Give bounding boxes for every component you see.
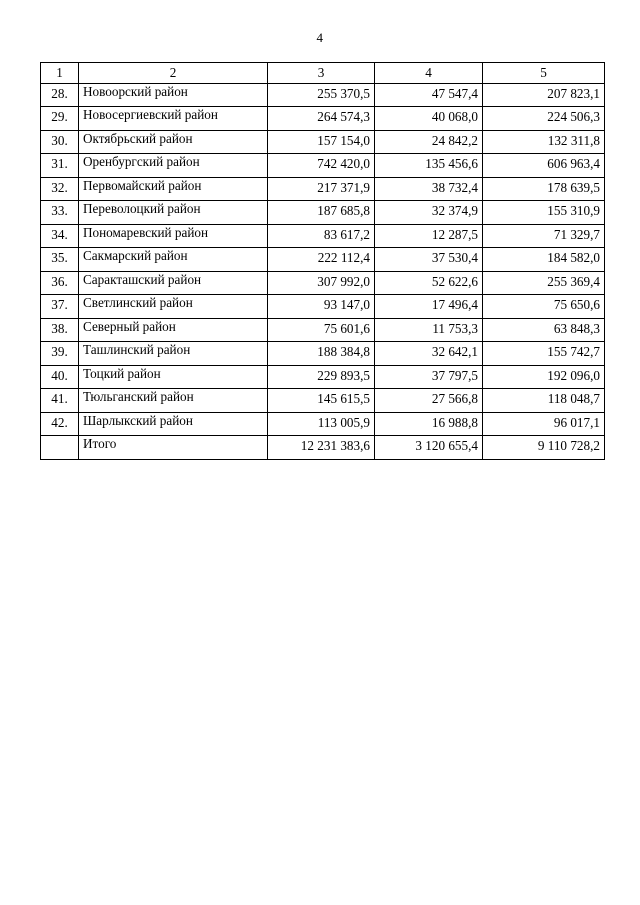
column-3-value-cell: 145 615,5 <box>268 389 375 413</box>
column-5-value-cell: 118 048,7 <box>483 389 605 413</box>
column-3-value-cell: 93 147,0 <box>268 295 375 319</box>
district-name-cell: Октябрьский район <box>79 130 268 154</box>
district-name-cell: Новосергиевский район <box>79 107 268 131</box>
table-row <box>41 295 605 319</box>
district-name-cell: Итого <box>79 436 268 460</box>
column-5-value-cell: 184 582,0 <box>483 248 605 272</box>
table-row <box>41 177 605 201</box>
column-4-value-cell: 11 753,3 <box>375 318 483 342</box>
header-cell-4: 4 <box>375 63 483 84</box>
row-number-cell: 39. <box>41 342 79 366</box>
district-name-cell: Оренбургский район <box>79 154 268 178</box>
column-3-value-cell: 222 112,4 <box>268 248 375 272</box>
column-4-value-cell: 37 797,5 <box>375 365 483 389</box>
table-row <box>41 271 605 295</box>
column-3-value-cell: 75 601,6 <box>268 318 375 342</box>
column-5-value-cell: 224 506,3 <box>483 107 605 131</box>
table-body <box>41 83 605 459</box>
district-name-cell: Новоорский район <box>79 83 268 107</box>
district-name-cell: Пономаревский район <box>79 224 268 248</box>
table-row <box>41 201 605 225</box>
header-cell-5: 5 <box>483 63 605 84</box>
district-name-cell: Сакмарский район <box>79 248 268 272</box>
column-4-value-cell: 32 374,9 <box>375 201 483 225</box>
row-number-cell: 36. <box>41 271 79 295</box>
header-cell-1: 1 <box>41 63 79 84</box>
row-number-cell: 34. <box>41 224 79 248</box>
column-3-value-cell: 742 420,0 <box>268 154 375 178</box>
column-3-value-cell: 307 992,0 <box>268 271 375 295</box>
column-4-value-cell: 12 287,5 <box>375 224 483 248</box>
district-name-cell: Тюльганский район <box>79 389 268 413</box>
column-5-value-cell: 606 963,4 <box>483 154 605 178</box>
table-row <box>41 107 605 131</box>
column-3-value-cell: 113 005,9 <box>268 412 375 436</box>
column-4-value-cell: 38 732,4 <box>375 177 483 201</box>
table-row <box>41 389 605 413</box>
column-4-value-cell: 37 530,4 <box>375 248 483 272</box>
column-4-value-cell: 135 456,6 <box>375 154 483 178</box>
row-number-cell: 33. <box>41 201 79 225</box>
table-row <box>41 412 605 436</box>
table-row <box>41 342 605 366</box>
district-name-cell: Шарлыкский район <box>79 412 268 436</box>
table-row <box>41 154 605 178</box>
column-5-value-cell: 63 848,3 <box>483 318 605 342</box>
district-name-cell: Северный район <box>79 318 268 342</box>
district-name-cell: Переволоцкий район <box>79 201 268 225</box>
column-5-value-cell: 178 639,5 <box>483 177 605 201</box>
table-row <box>41 365 605 389</box>
row-number-cell: 40. <box>41 365 79 389</box>
row-number-cell: 35. <box>41 248 79 272</box>
row-number-cell: 31. <box>41 154 79 178</box>
column-4-value-cell: 40 068,0 <box>375 107 483 131</box>
district-name-cell: Саракташский район <box>79 271 268 295</box>
row-number-cell: 41. <box>41 389 79 413</box>
column-5-value-cell: 207 823,1 <box>483 83 605 107</box>
column-4-value-cell: 27 566,8 <box>375 389 483 413</box>
header-cell-3: 3 <box>268 63 375 84</box>
column-5-value-cell: 9 110 728,2 <box>483 436 605 460</box>
table-row <box>41 248 605 272</box>
column-5-value-cell: 155 742,7 <box>483 342 605 366</box>
column-5-value-cell: 132 311,8 <box>483 130 605 154</box>
column-3-value-cell: 229 893,5 <box>268 365 375 389</box>
column-5-value-cell: 192 096,0 <box>483 365 605 389</box>
district-name-cell: Тоцкий район <box>79 365 268 389</box>
header-cell-2: 2 <box>79 63 268 84</box>
district-name-cell: Ташлинский район <box>79 342 268 366</box>
column-3-value-cell: 157 154,0 <box>268 130 375 154</box>
column-5-value-cell: 96 017,1 <box>483 412 605 436</box>
column-3-value-cell: 255 370,5 <box>268 83 375 107</box>
column-3-value-cell: 264 574,3 <box>268 107 375 131</box>
total-row <box>41 436 605 460</box>
column-4-value-cell: 47 547,4 <box>375 83 483 107</box>
row-number-cell: 28. <box>41 83 79 107</box>
table-row <box>41 224 605 248</box>
row-number-cell: 30. <box>41 130 79 154</box>
page-number: 4 <box>316 30 324 45</box>
data-table <box>40 62 605 460</box>
header-row <box>41 63 605 84</box>
column-5-value-cell: 71 329,7 <box>483 224 605 248</box>
row-number-cell: 38. <box>41 318 79 342</box>
row-number-cell: 42. <box>41 412 79 436</box>
table-row <box>41 318 605 342</box>
table-row <box>41 130 605 154</box>
column-5-value-cell: 155 310,9 <box>483 201 605 225</box>
district-name-cell: Первомайский район <box>79 177 268 201</box>
column-4-value-cell: 32 642,1 <box>375 342 483 366</box>
column-4-value-cell: 16 988,8 <box>375 412 483 436</box>
column-5-value-cell: 255 369,4 <box>483 271 605 295</box>
table-row <box>41 83 605 107</box>
row-number-cell: 29. <box>41 107 79 131</box>
column-4-value-cell: 3 120 655,4 <box>375 436 483 460</box>
column-3-value-cell: 217 371,9 <box>268 177 375 201</box>
row-number-cell: 32. <box>41 177 79 201</box>
district-name-cell: Светлинский район <box>79 295 268 319</box>
column-4-value-cell: 17 496,4 <box>375 295 483 319</box>
column-4-value-cell: 24 842,2 <box>375 130 483 154</box>
column-5-value-cell: 75 650,6 <box>483 295 605 319</box>
row-number-cell: 37. <box>41 295 79 319</box>
column-3-value-cell: 12 231 383,6 <box>268 436 375 460</box>
column-4-value-cell: 52 622,6 <box>375 271 483 295</box>
row-number-cell <box>41 436 79 460</box>
column-3-value-cell: 188 384,8 <box>268 342 375 366</box>
column-3-value-cell: 187 685,8 <box>268 201 375 225</box>
column-3-value-cell: 83 617,2 <box>268 224 375 248</box>
